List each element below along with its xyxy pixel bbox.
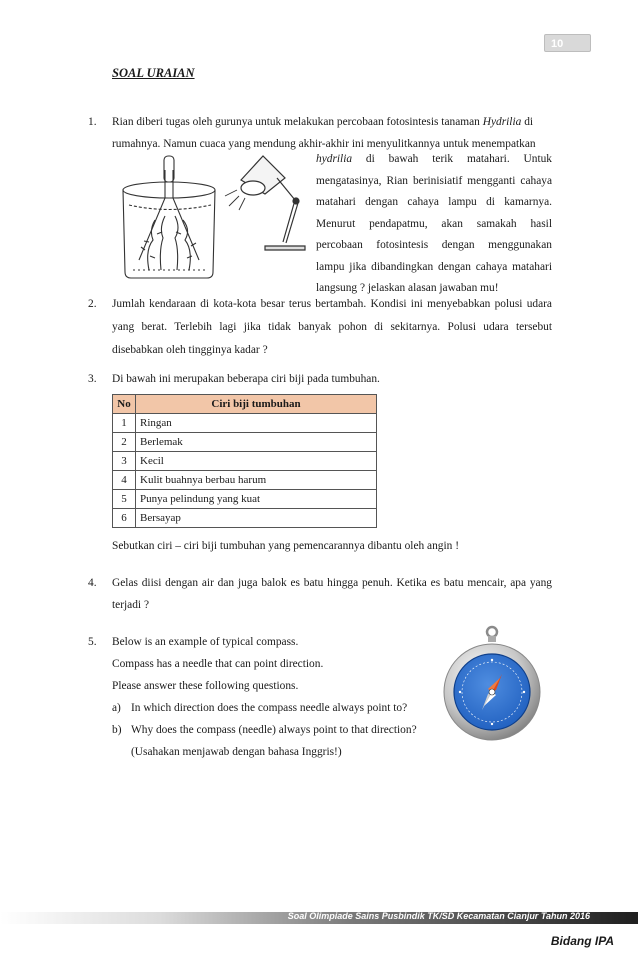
q4-number: 4. [88, 577, 97, 589]
q5-note: (Usahakan menjawab dengan bahasa Inggris!) [131, 746, 342, 758]
row-trait: Kulit buahnya berbau harum [136, 471, 377, 490]
table-row [113, 433, 377, 452]
table-row [113, 490, 377, 509]
section-title: SOAL URAIAN [112, 66, 195, 80]
q1-right-line-1: hydrilia di bawah terik matahari. Untuk [316, 153, 552, 165]
row-trait: Bersayap [136, 509, 377, 528]
row-trait: Berlemak [136, 433, 377, 452]
footer-text: Soal Olimpiade Sains Pusbindik TK/SD Kecamatan Cianjur Tahun 2016 [287, 911, 590, 921]
q1-right-line-7: langsung ? jelaskan alasan jawaban mu! [316, 282, 499, 294]
q3-question: Sebutkan ciri – ciri biji tumbuhan yang pemencarannya dibantu oleh angin ! [112, 540, 459, 552]
row-trait: Ringan [136, 414, 377, 433]
q2-line-2: yang berat. Terlebih lagi jika tidak banyak pohon di sekitarnya. Polusi udara tersebut [112, 321, 552, 333]
q3-number: 3. [88, 373, 97, 385]
q1-right-text [316, 149, 552, 300]
q5-b-text: Why does the compass (needle) always point to that direction? [131, 724, 417, 736]
row-number: 6 [113, 509, 136, 528]
q2-line-3: disebabkan oleh tingginya kadar ? [112, 344, 268, 356]
header-trait: Ciri biji tumbuhan [136, 395, 377, 414]
table-row [113, 414, 377, 433]
q1-number: 1. [88, 116, 97, 128]
q5-line-1: Below is an example of typical compass. [112, 636, 299, 648]
q5-a-label: a) [112, 702, 121, 714]
q5-b-label: b) [112, 724, 122, 736]
q4-line-1: Gelas diisi dengan air dan juga balok es batu hingga penuh. Ketika es batu mencair, apa yang [112, 577, 552, 589]
row-number: 1 [113, 414, 136, 433]
q1-right-line-6: lampu jika dibandingkan dengan cahaya matahari [316, 260, 552, 273]
q1-right-line-4: Menurut pendapatmu, akan samakah hasil [316, 217, 552, 230]
hydrilla-lamp-illustration [115, 150, 310, 285]
row-trait: Kecil [136, 452, 377, 471]
q3-intro: Di bawah ini merupakan beberapa ciri biji pada tumbuhan. [112, 373, 380, 385]
row-number: 4 [113, 471, 136, 490]
q2-line-1: Jumlah kendaraan di kota-kota besar terus bertambah. Kondisi ini menyebabkan polusi udara [112, 298, 552, 310]
table-row [113, 509, 377, 528]
row-number: 3 [113, 452, 136, 471]
header-no: No [113, 395, 136, 414]
q1-right-line-3: matahari dengan cahaya lampu di kamarnya. [316, 196, 552, 208]
row-number: 2 [113, 433, 136, 452]
row-trait: Punya pelindung yang kuat [136, 490, 377, 509]
row-number: 5 [113, 490, 136, 509]
q5-a-text: In which direction does the compass needle always point to? [131, 702, 408, 714]
table-row [113, 471, 377, 490]
q1-line-1: Rian diberi tugas oleh gurunya untuk melakukan percobaan fotosintesis tanaman Hydrilia di [112, 116, 534, 128]
q4-line-2: terjadi ? [112, 599, 149, 611]
seed-traits-table [112, 394, 377, 528]
subject-label: Bidang IPA [550, 934, 614, 948]
table-row [113, 452, 377, 471]
q5-line-3: Please answer these following questions. [112, 680, 299, 692]
q5-number: 5. [88, 636, 97, 648]
compass-illustration [440, 622, 545, 750]
q2-number: 2. [88, 298, 97, 310]
page-number-badge: 10 [544, 34, 591, 52]
q1-line-2: rumahnya. Namun cuaca yang mendung akhir-akhir ini menyulitkannya untuk menempatkan [112, 138, 536, 150]
q1-right-line-2: mengatasinya, Rian berinisiatif mengganti cahaya [316, 174, 552, 187]
q5-line-2: Compass has a needle that can point direction. [112, 658, 324, 670]
q1-right-line-5: percobaan fotosintesis dengan menggunakan [316, 239, 552, 251]
table-header-row [113, 395, 377, 414]
